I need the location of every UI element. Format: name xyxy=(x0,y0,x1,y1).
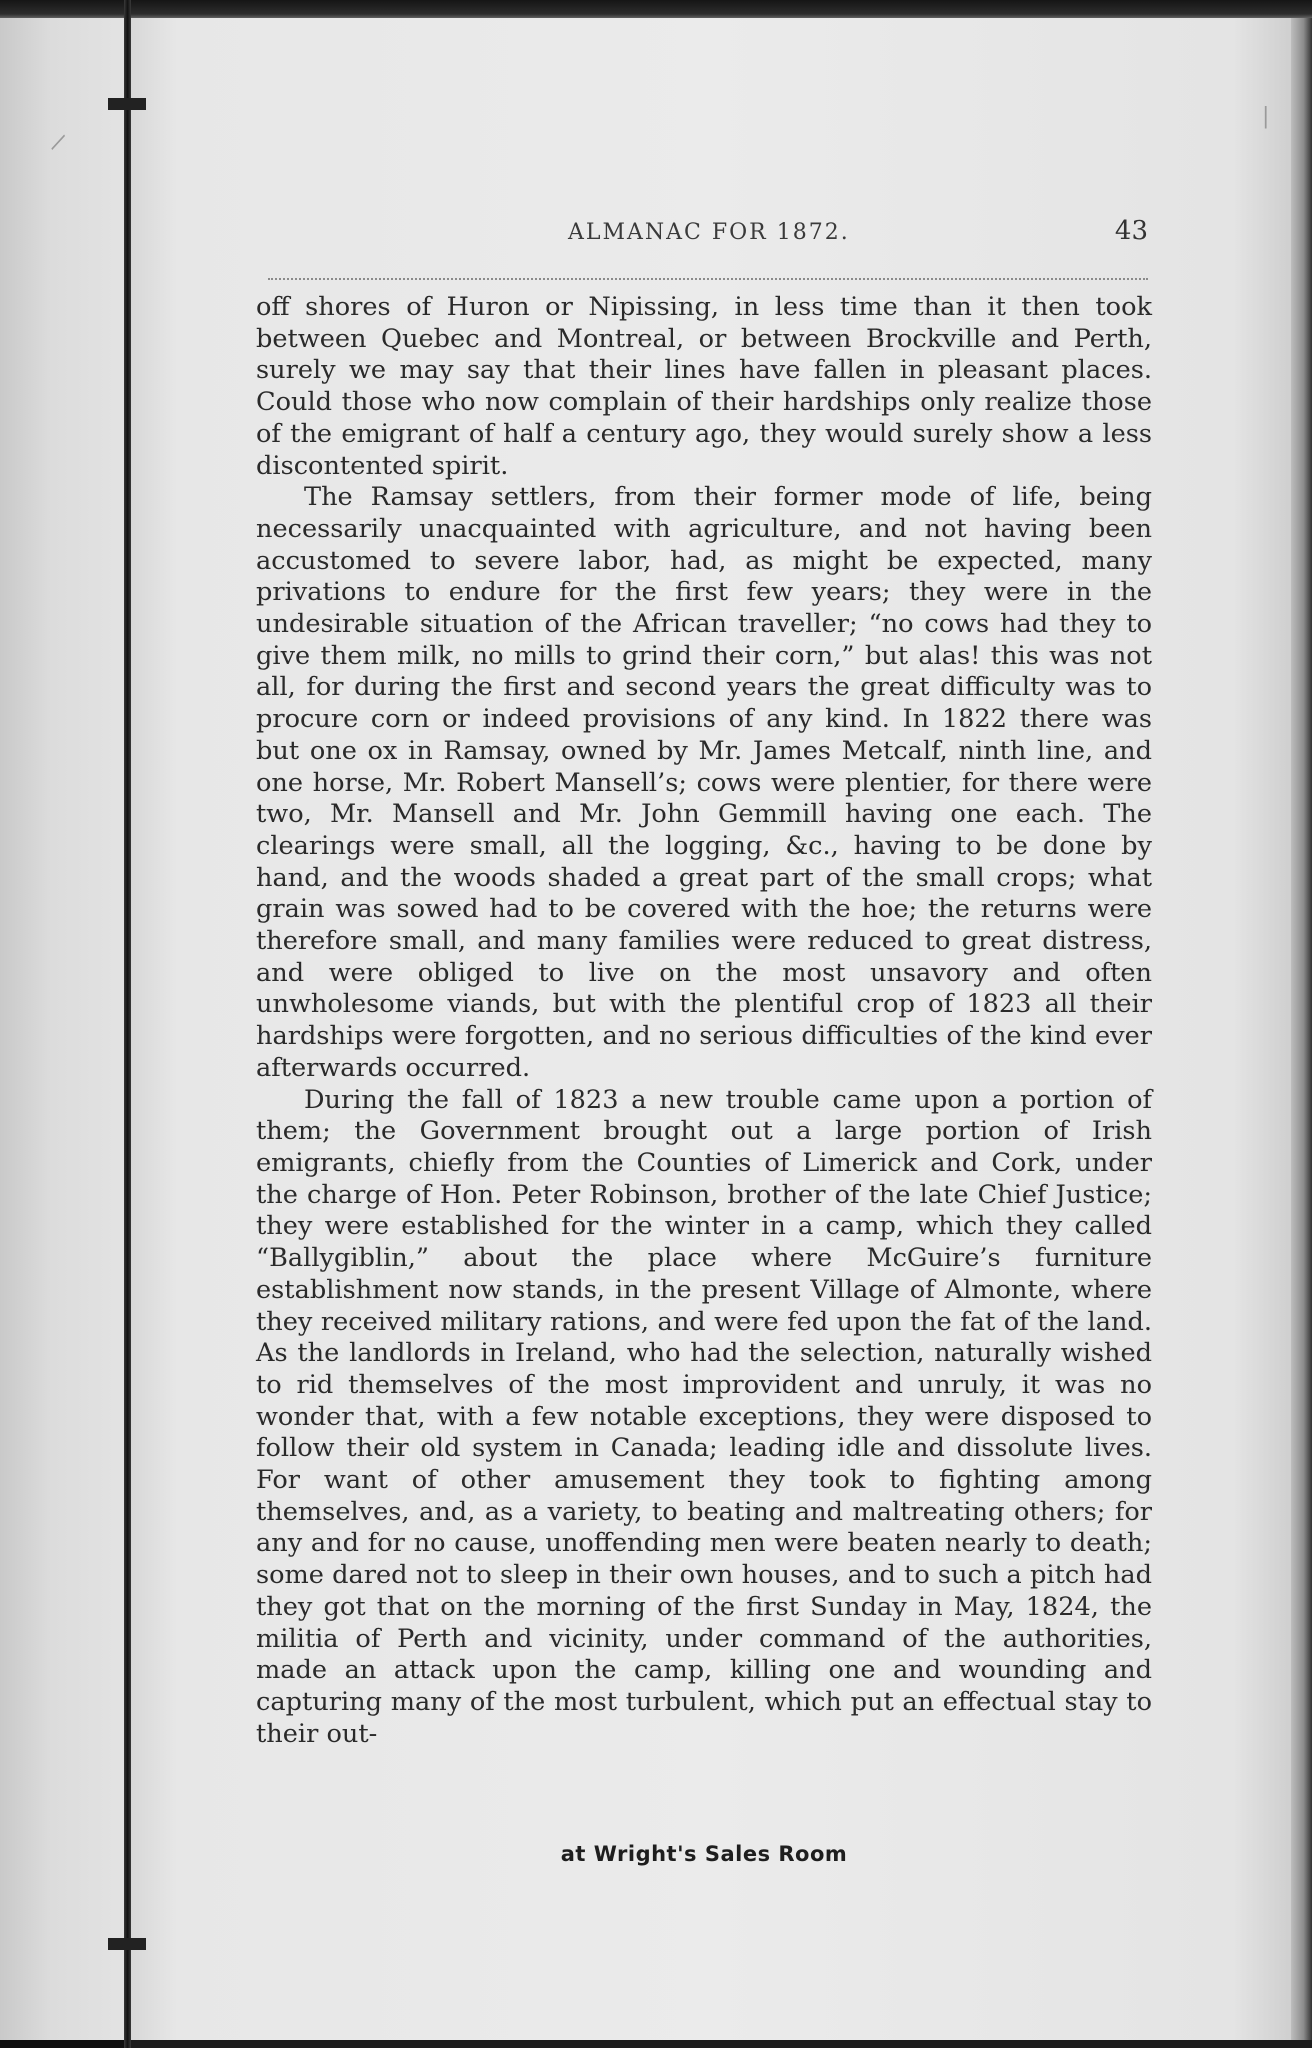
right-page-edge xyxy=(1291,18,1312,2040)
binding-edge xyxy=(124,0,131,2048)
pencil-mark: | xyxy=(1262,104,1270,129)
running-head xyxy=(268,216,1148,256)
binding-tab-mark-top xyxy=(108,98,146,110)
header-title: ALMANAC FOR 1872. xyxy=(568,220,850,245)
paragraph: The Ramsay settlers, from their former mode of life, being necessarily unacquainted with agriculture, and not having been accustomed to severe labor, had, as might be expected, many privations to endure for the first few years; they were in the undesirable situation of the African traveller; “no cows had they to give them milk, no mills to grind their corn,” but alas! this was not all, for during the first and second years the great difficulty was to procure corn or indeed provisions of any kind. In 1822 there was but one ox in Ramsay, owned by Mr. James Metcalf, ninth line, and one horse, Mr. Robert Mansell’s; cows were plentier, for there were two, Mr. Mansell and Mr. John Gemmill having one each. The clearings were small, all the logging, &c., having to be done by hand, and the woods shaded a great part of the small crops; what grain was sowed had to be covered with the hoe; the returns were therefore small, and many families were reduced to great distress, and were obliged to live on the most unsavory and often unwholesome viands, but with the plentiful crop of 1823 all their hardships were forgotten, and no serious difficulties of the kind ever afterwards occurred. xyxy=(256,482,1152,1083)
bottom-page-edge xyxy=(131,2040,1312,2048)
binding-tab-mark-bottom xyxy=(108,1938,146,1950)
pencil-mark: \ xyxy=(45,133,71,152)
paragraph: off shores of Huron or Nipissing, in less time than it then took between Quebec and Montreal, or between Brockville and Perth, surely we may say that their lines have fallen in pleasant places. Could those who now complain of their hardships only realize those of the emigrant of half a century ago, they would surely show a less discontented spirit. xyxy=(256,292,1152,481)
paragraph: During the fall of 1823 a new trouble came upon a portion of them; the Government brought out a large portion of Irish emigrants, chiefly from the Counties of Limerick and Cork, under the charge of Hon. Peter Robinson, brother of the late Chief Justice; they were established for the winter in a camp, which they called “Ballygiblin,” about the place where McGuire’s furniture establishment now stands, in the present Village of Almonte, where they received military rations, and were fed upon the fat of the land. As the landlords in Ireland, who had the selection, naturally wished to rid themselves of the most improvident and unruly, it was no wonder that, with a few notable exceptions, they were disposed to follow their old system in Canada; leading idle and dissolute lives. For want of other amusement they took to fighting among themselves, and, as a variety, to beating and maltreating others; for any and for no cause, unoffending men were beaten nearly to death; some dared not to sleep in their own houses, and to such a pitch had they got that on the morning of the first Sunday in May, 1824, the militia of Perth and vicinity, under command of the authorities, made an attack upon the camp, killing one and wounding and capturing many of the most turbulent, which put an effectual stay to their out- xyxy=(256,1084,1152,1749)
body-text xyxy=(256,292,1152,1750)
top-page-edge xyxy=(0,0,1312,20)
header-rule xyxy=(268,278,1148,280)
footer-advertisement: at Wright's Sales Room xyxy=(560,1842,848,1866)
left-margin xyxy=(0,18,128,2040)
page-number: 43 xyxy=(1114,216,1148,246)
